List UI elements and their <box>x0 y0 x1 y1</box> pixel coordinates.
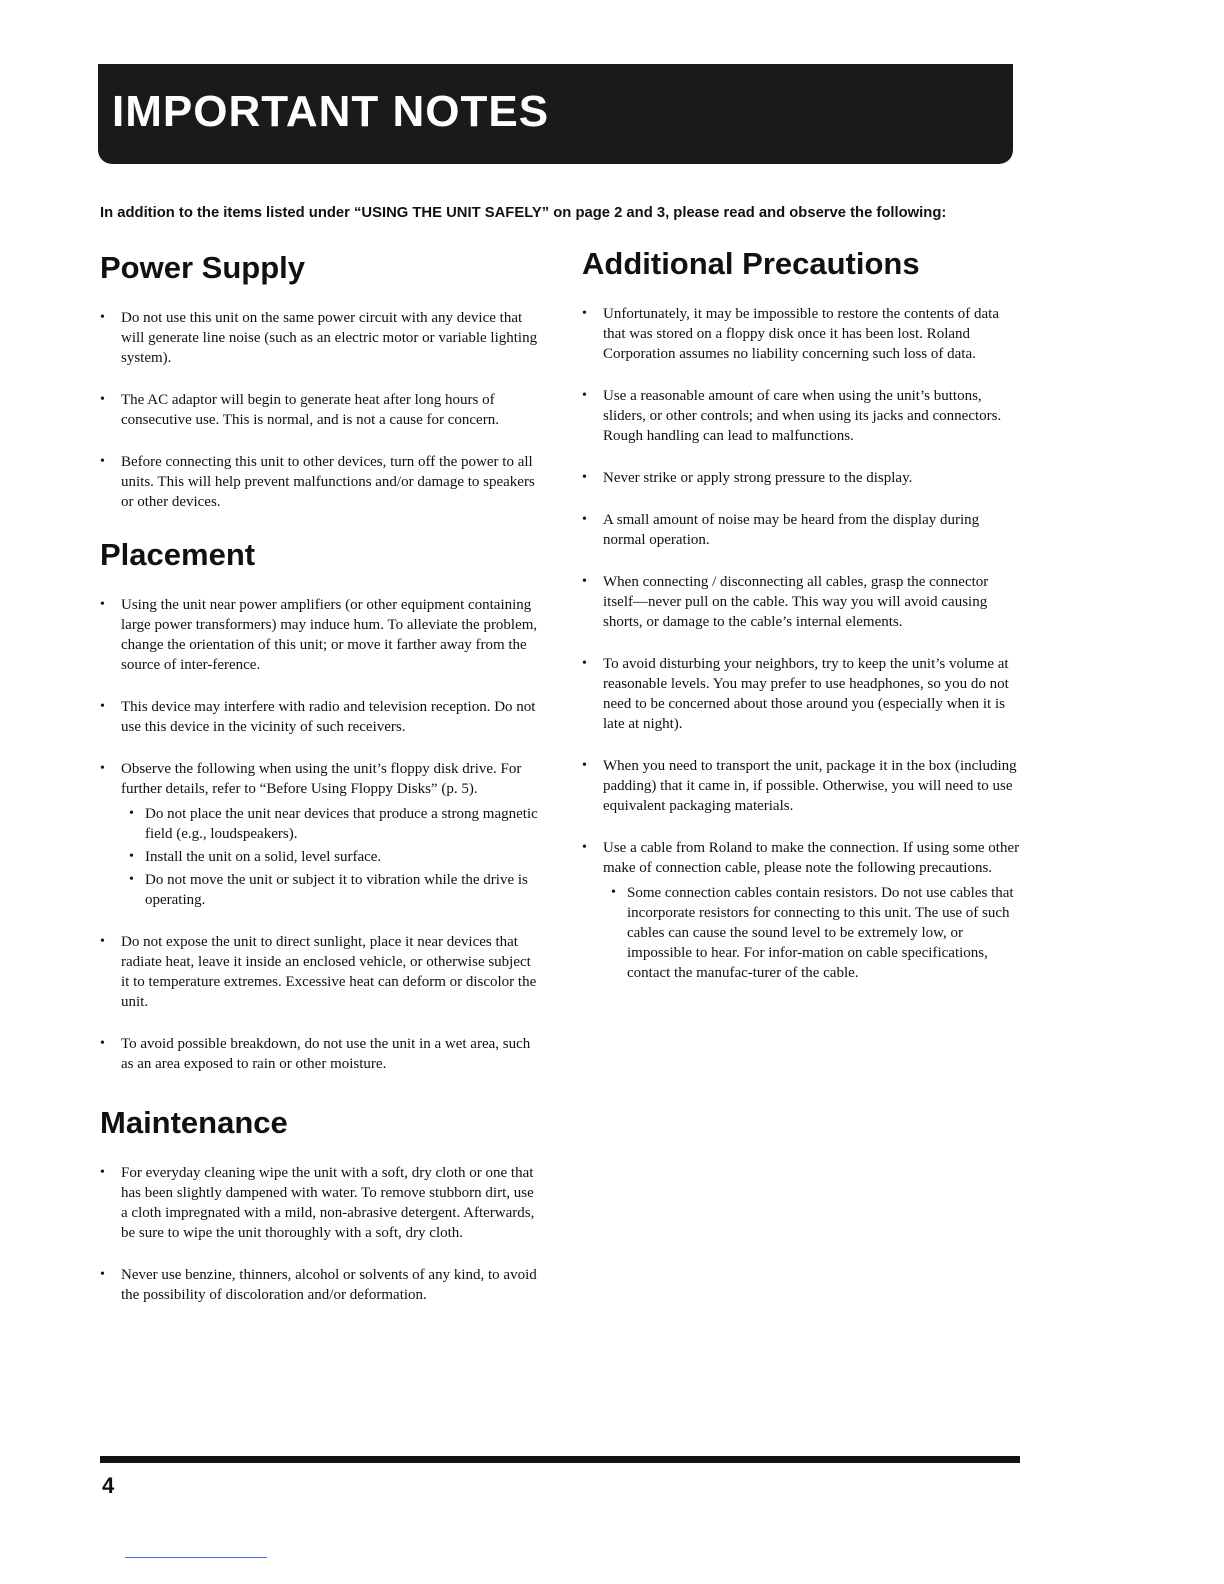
cable-sublist <box>603 883 1022 983</box>
scan-edge-line <box>125 1557 267 1558</box>
power-supply-heading: Power Supply <box>100 250 305 285</box>
maintenance-section <box>100 1103 540 1305</box>
additional-precautions-list <box>582 304 1022 983</box>
intro-text: In addition to the items listed under “USING THE UNIT SAFELY” on page 2 and 3, please read and observe the following: <box>100 205 947 221</box>
list-item: • When you need to transport the unit, package it in the box (including padding) that it came in, if possible. Otherwise, you will need to use equivalent packaging materials. <box>582 756 1022 816</box>
maintenance-heading: Maintenance <box>100 1105 288 1140</box>
sub-list-item: • Install the unit on a solid, level surface. <box>121 847 540 867</box>
placement-section <box>100 535 540 1074</box>
right-column <box>582 244 1022 983</box>
list-item: • For everyday cleaning wipe the unit with a soft, dry cloth or one that has been slightly dampened with water. To remove stubborn dirt, use a cloth impregnated with a mild, non-abrasive detergent. Afterwards, be sure to wipe the unit thoroughly with a soft, dry cloth. <box>100 1163 540 1243</box>
page-number: 4 <box>102 1473 115 1498</box>
list-item: • A small amount of noise may be heard from the display during normal operation. <box>582 510 1022 550</box>
list-item: • Do not expose the unit to direct sunlight, place it near devices that radiate heat, leave it inside an enclosed vehicle, or otherwise subject it to temperature extremes. Excessive heat can deform or discolor the unit. <box>100 932 540 1012</box>
footer-rule <box>100 1456 1020 1463</box>
list-item: • Never strike or apply strong pressure to the display. <box>582 468 1022 488</box>
power-supply-list <box>100 308 540 512</box>
sub-list-item: • Do not place the unit near devices that produce a strong magnetic field (e.g., loudspeakers). <box>121 804 540 844</box>
list-item: • Using the unit near power amplifiers (or other equipment containing large power transformers) may induce hum. To alleviate the problem, change the orientation of this unit; or move it farther away from the source of inter-ference. <box>100 595 540 675</box>
list-item: • To avoid possible breakdown, do not use the unit in a wet area, such as an area exposed to rain or other moisture. <box>100 1034 540 1074</box>
title-banner <box>98 64 1013 164</box>
left-column <box>100 248 540 1305</box>
list-item: • Never use benzine, thinners, alcohol or solvents of any kind, to avoid the possibility of discoloration and/or deformation. <box>100 1265 540 1305</box>
list-item: • This device may interfere with radio and television reception. Do not use this device in the vicinity of such receivers. <box>100 697 540 737</box>
cable-intro-text: Use a cable from Roland to make the connection. If using some other make of connection cable, please note the following precautions. <box>603 840 1020 876</box>
additional-precautions-heading: Additional Precautions <box>582 246 920 281</box>
sub-list-item: • Some connection cables contain resistors. Do not use cables that incorporate resistors for connecting to this unit. The use of such cables can cause the sound level to be extremely low, or impossible to hear. For infor-mation on cable specifications, contact the manufac-turer of the cable. <box>603 883 1022 983</box>
list-item: • When connecting / disconnecting all cables, grasp the connector itself—never pull on the cable. This way you will avoid causing shorts, or damage to the cable’s internal elements. <box>582 572 1022 632</box>
maintenance-list <box>100 1163 540 1305</box>
list-item: • Before connecting this unit to other devices, turn off the power to all units. This will help prevent malfunctions and/or damage to speakers or other devices. <box>100 452 540 512</box>
list-item: • Do not use this unit on the same power circuit with any device that will generate line noise (such as an electric motor or variable lighting system). <box>100 308 540 368</box>
list-item: • To avoid disturbing your neighbors, try to keep the unit’s volume at reasonable levels. You may prefer to use headphones, so you do not need to be concerned about those around you (especially when it is late at night). <box>582 654 1022 734</box>
floppy-intro-text: Observe the following when using the unit’s floppy disk drive. For further details, refer to “Before Using Floppy Disks” (p. 5). <box>121 761 522 797</box>
placement-heading: Placement <box>100 537 256 572</box>
list-item: • Use a reasonable amount of care when using the unit’s buttons, sliders, or other controls; and when using its jacks and connectors. Rough handling can lead to malfunctions. <box>582 386 1022 446</box>
list-item <box>100 759 540 910</box>
sub-list-item: • Do not move the unit or subject it to vibration while the drive is operating. <box>121 870 540 910</box>
list-item: • The AC adaptor will begin to generate heat after long hours of consecutive use. This is normal, and is not a cause for concern. <box>100 390 540 430</box>
floppy-sublist <box>121 804 540 910</box>
list-item <box>582 838 1022 983</box>
page-title: IMPORTANT NOTES <box>112 87 550 136</box>
placement-list <box>100 595 540 1074</box>
power-supply-section <box>100 248 540 512</box>
additional-precautions-section <box>582 244 1022 983</box>
list-item: • Unfortunately, it may be impossible to restore the contents of data that was stored on a floppy disk once it has been lost. Roland Corporation assumes no liability concerning such loss of data. <box>582 304 1022 364</box>
